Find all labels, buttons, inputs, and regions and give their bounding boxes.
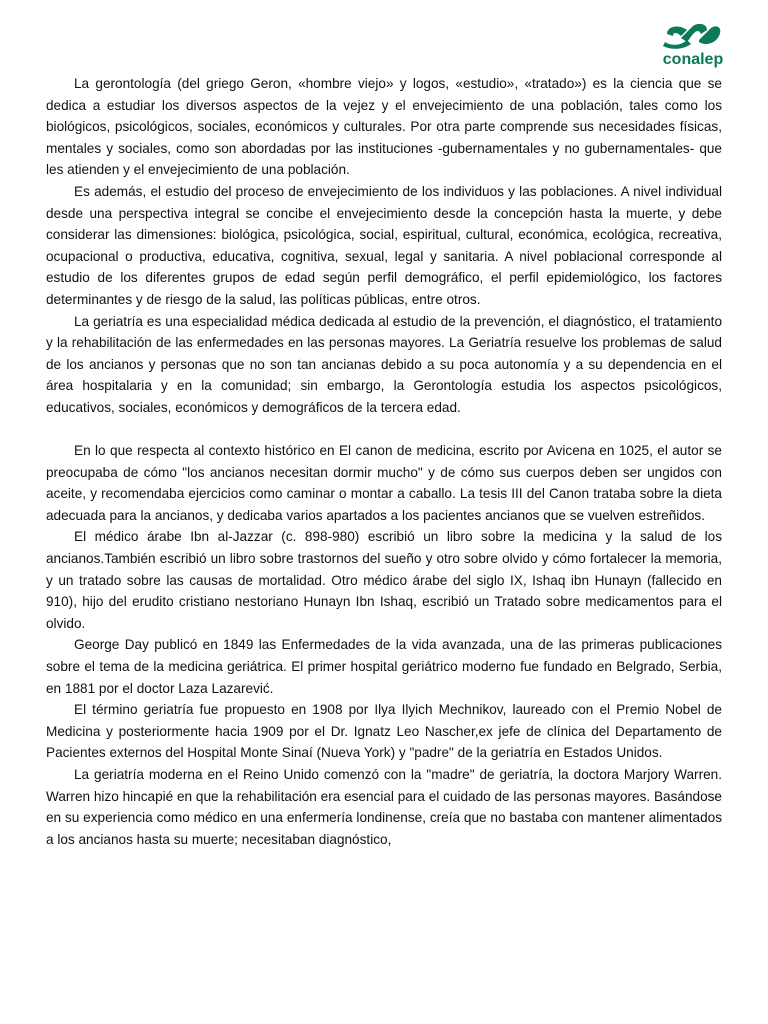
conalep-logo <box>648 20 738 69</box>
paragraph-ibn-al-jazzar: El médico árabe Ibn al-Jazzar (c. 898-980) escribió un libro sobre la medicina y la salud de los ancianos.También escribió un libro sobre trastornos del sueño y otro sobre olvido y cómo fortalecer la memoria, y un tratado sobre las causas de mortalidad. Otro médico árabe del siglo IX, Ishaq ibn Hunayn (fallecido en 910), hijo del erudito cristiano nestoriano Hunayn Ibn Ishaq, escribió un Tratado sobre medicamentos para el olvido. <box>46 529 722 631</box>
paragraph-contexto-historico: En lo que respecta al contexto histórico en El canon de medicina, escrito por Avicena en 1025, el autor se preocupaba de cómo "los ancianos necesitan dormir mucho" y de cómo sus cuerpos deben ser ungidos con aceite, y recomendaba ejercicios como caminar o montar a caballo. La tesis III del Canon trataba sobre la dieta adecuada para la ancianos, y dedicaba varios apartados a los pacientes ancianos que se vuelven estreñidos. <box>46 443 722 523</box>
paragraph-george-day: George Day publicó en 1849 las Enfermedades de la vida avanzada, una de las primeras publicaciones sobre el tema de la medicina geriátrica. El primer hospital geriátrico moderno fue fundado en Belgrado, Serbia, en 1881 por el doctor Laza Lazarević. <box>46 637 722 696</box>
paragraph-gerontologia: La gerontología (del griego Geron, «hombre viejo» y logos, «estudio», «tratado») es la ciencia que se dedica a estudiar los diversos aspectos de la vejez y el envejecimiento de una población, tales como los biológicos, psicológicos, sociales, económicos y culturales. Por otra parte comprende sus necesidades físicas, mentales y sociales, como son abordadas por las instituciones -gubernamentales y no gubernamentales- que les atienden y el envejecimiento de una población. <box>46 76 722 178</box>
paragraph-reino-unido: La geriatría moderna en el Reino Unido comenzó con la "madre" de geriatría, la doctora Marjory Warren. Warren hizo hincapié en que la rehabilitación era esencial para el cuidado de las personas mayores. Basándose en su experiencia como médico en una enfermería londinense, creía que no bastaba con mantener alimentados a los ancianos hasta su muerte; necesitaban diagnóstico, <box>46 767 722 847</box>
paragraph-geriatria: La geriatría es una especialidad médica dedicada al estudio de la prevención, el diagnóstico, el tratamiento y la rehabilitación de las enfermedades en las personas mayores. La Geriatría resuelve los problemas de salud de los ancianos y personas que no son tan ancianas debido a su poca autonomía y a su dependencia en el área hospitalaria y en la comunidad; sin embargo, la Gerontología estudia los aspectos psicológicos, educativos, sociales, económicos y demográficos de la tercera edad. <box>46 313 722 415</box>
conalep-emblem-icon <box>661 20 725 50</box>
paragraph-estudio-envejecimiento: Es además, el estudio del proceso de envejecimiento de los individuos y las poblaciones. A nivel individual desde una perspectiva integral se concibe el envejecimiento desde la concepción hasta la muerte, y debe considerar las dimensiones: biológica, psicológica, social, espiritual, cultural, económica, ecológica, recreativa, ocupacional o productiva, educativa, cognitiva, sexual, legal y sanitaria. A nivel poblacional corresponde al estudio de los diferentes grupos de edad según perfil demográfico, el perfil epidemiológico, los factores determinantes y de riesgo de la salud, las políticas públicas, entre otros. <box>46 183 722 307</box>
logo-text: conalep <box>662 51 724 68</box>
paragraph-termino-geriatria: El término geriatría fue propuesto en 1908 por Ilya Ilyich Mechnikov, laureado con el Premio Nobel de Medicina y posteriormente hacia 1909 por el Dr. Ignatz Leo Nascher,ex jefe de clínica del Departamento de Pacientes externos del Hospital Monte Sinaí (Nueva York) y "padre" de la geriatría en Estados Unidos. <box>46 702 722 761</box>
document-body <box>46 73 722 850</box>
